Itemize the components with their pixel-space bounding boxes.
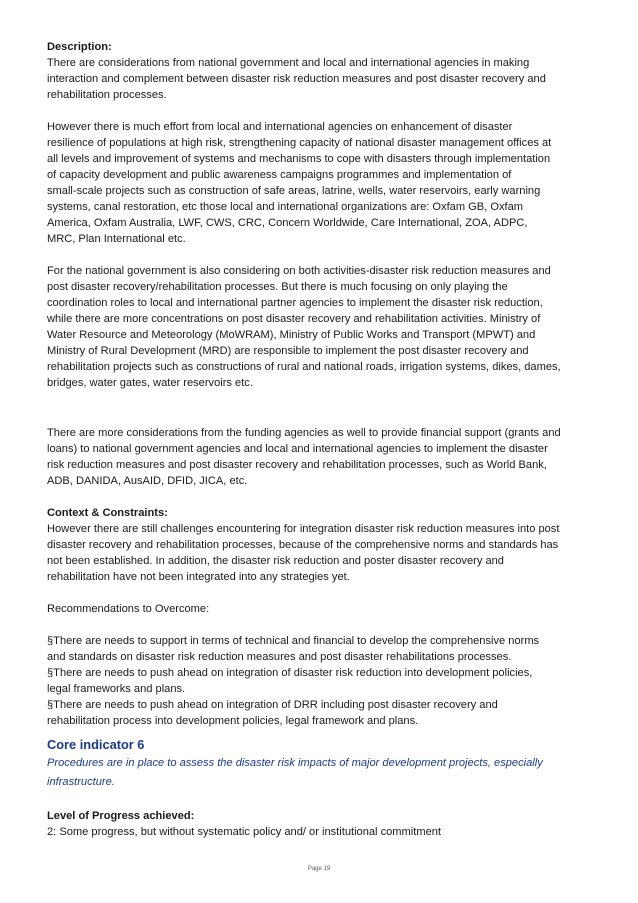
- text-line: all levels and improvement of systems and mechanisms to cope with disasters through implementation: [47, 153, 551, 165]
- recommendations-list: [47, 633, 599, 729]
- text-line: small-scale projects such as construction of safe areas, latrine, wells, water reservoirs, early warning: [47, 185, 541, 197]
- list-item: and standards on disaster risk reduction measures and post disaster rehabilitations processes.: [47, 651, 512, 663]
- context-paragraph: [47, 521, 599, 585]
- text-line: For the national government is also considering on both activities-disaster risk reduction measures and: [47, 265, 551, 277]
- text-line: Procedures are in place to assess the disaster risk impacts of major development projects, especially: [47, 757, 543, 769]
- text-line: infrastructure.: [47, 776, 115, 788]
- text-line: bridges, water gates, water reservoirs etc.: [47, 377, 253, 389]
- text-line: rehabilitation have not been integrated into any strategies yet.: [47, 571, 350, 583]
- list-item: §There are needs to support in terms of technical and financial to develop the comprehensive norms: [47, 635, 540, 647]
- text-line: There are more considerations from the funding agencies as well to provide financial support (grants and: [47, 427, 561, 439]
- page-number: Page 19: [307, 866, 331, 872]
- text-line: There are considerations from national government and local and international agencies in making: [47, 57, 530, 69]
- description-heading: Description:: [47, 41, 112, 53]
- core-indicator-description: [47, 754, 599, 792]
- text-line: rehabilitation projects such as constructions of rural and national roads, irrigation systems, dikes, dames,: [47, 361, 561, 373]
- text-line: post disaster recovery/rehabilitation processes. But there is much focusing on only playing the: [47, 281, 508, 293]
- description-paragraph-1: [47, 55, 599, 103]
- text-line: interaction and complement between disaster risk reduction measures and post disaster recovery and: [47, 73, 546, 85]
- text-line: Water Resource and Meteorology (MoWRAM), Ministry of Public Works and Transport (MPWT) and: [47, 329, 536, 341]
- text-line: However there are still challenges encountering for integration disaster risk reduction measures into post: [47, 523, 560, 535]
- list-item: §There are needs to push ahead on integration of DRR including post disaster recovery and: [47, 699, 498, 711]
- text-line: resilience of populations at high risk, strengthening capacity of national disaster management offices at: [47, 137, 552, 149]
- progress-heading: Level of Progress achieved:: [47, 810, 195, 822]
- list-item: rehabilitation process into development policies, legal framework and plans.: [47, 715, 419, 727]
- text-line: ADB, DANIDA, AusAID, DFID, JICA, etc.: [47, 475, 248, 487]
- context-heading: Context & Constraints:: [47, 507, 168, 519]
- text-line: disaster recovery and rehabilitation processes, because of the comprehensive norms and standards has: [47, 539, 559, 551]
- text-line: systems, canal restoration, etc those local and international organizations are: Oxfam GB, Oxfam: [47, 201, 524, 213]
- text-line: while there are more concentrations on post disaster recovery and rehabilitation activities. Ministry of: [47, 313, 541, 325]
- recommendations-heading: Recommendations to Overcome:: [47, 603, 210, 615]
- progress-value: 2: Some progress, but without systematic policy and/ or institutional commitment: [47, 826, 441, 838]
- list-item: legal frameworks and plans.: [47, 683, 186, 695]
- description-paragraph-3: [47, 263, 599, 391]
- text-line: of capacity development and public awareness campaigns programmes and implementation of: [47, 169, 512, 181]
- list-item: §There are needs to push ahead on integration of disaster risk reduction into development policies,: [47, 667, 533, 679]
- text-line: risk reduction measures and post disaster recovery and rehabilitation processes, such as World Bank,: [47, 459, 547, 471]
- text-line: loans) to national government agencies and local and international agencies to implement the disaster: [47, 443, 548, 455]
- text-line: rehabilitation processes.: [47, 89, 167, 101]
- core-indicator-title: Core indicator 6: [47, 737, 145, 752]
- text-line: America, Oxfam Australia, LWF, CWS, CRC, Concern Worldwide, Care International, ZOA, ADPC,: [47, 217, 528, 229]
- description-paragraph-2: [47, 119, 599, 247]
- description-paragraph-4: [47, 425, 599, 489]
- text-line: Ministry of Rural Development (MRD) are responsible to implement the post disaster recovery and: [47, 345, 529, 357]
- text-line: not been established. In addition, the disaster risk reduction and poster disaster recovery and: [47, 555, 504, 567]
- document-page: [47, 39, 599, 840]
- text-line: coordination roles to local and international partner agencies to implement the disaster risk reduction,: [47, 297, 543, 309]
- text-line: However there is much effort from local and international agencies on enhancement of disaster: [47, 121, 513, 133]
- text-line: MRC, Plan International etc.: [47, 233, 186, 245]
